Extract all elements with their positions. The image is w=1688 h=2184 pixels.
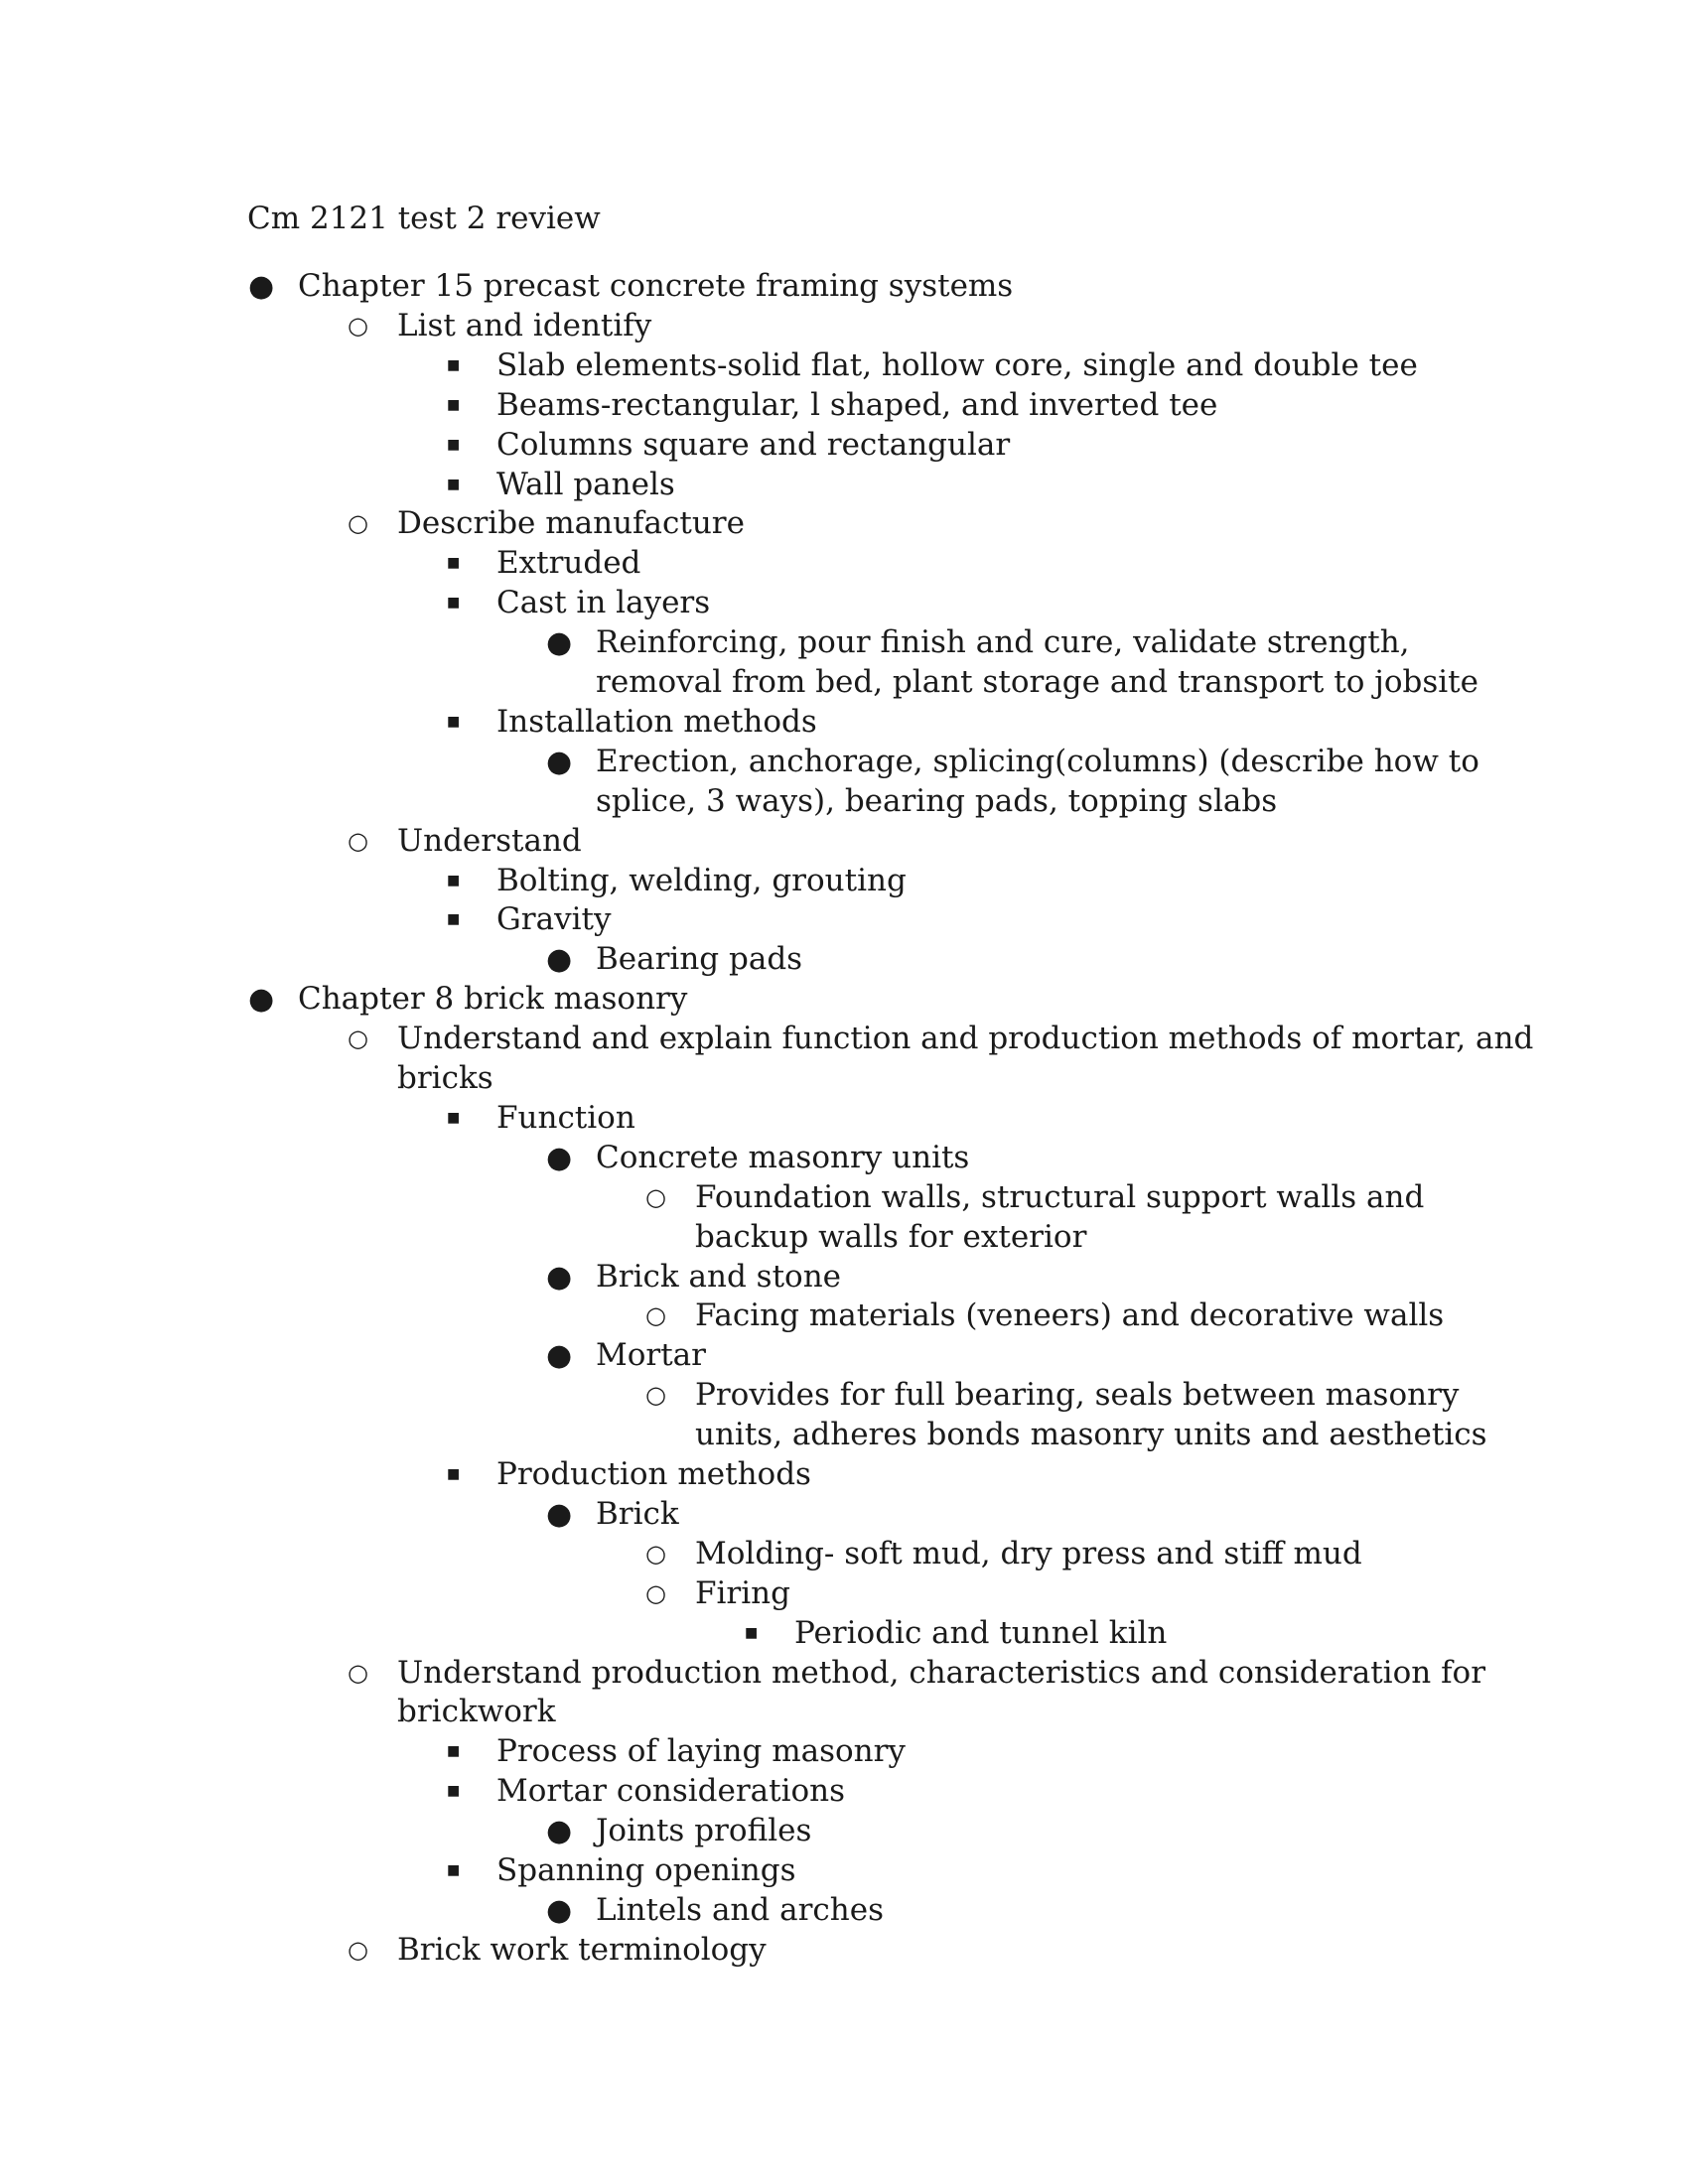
outline-item-level-5: units, adheres bonds masonry units and aesthetics <box>695 1417 1487 1453</box>
circle-bullet-icon: ○ <box>348 509 368 538</box>
circle-bullet-icon: ○ <box>348 1935 368 1964</box>
square-bullet-icon: ■ <box>447 396 461 413</box>
outline-item-level-3: Production methods <box>496 1456 811 1492</box>
square-bullet-icon: ■ <box>447 1743 461 1760</box>
outline-item-level-2: Understand <box>397 822 582 859</box>
outline-item-level-2: Describe manufacture <box>397 505 745 542</box>
document-title: Cm 2121 test 2 review <box>247 201 601 236</box>
bullet-icon: ● <box>546 1259 573 1295</box>
outline-item-level-3: Gravity <box>496 901 612 938</box>
bullet-icon: ● <box>546 1338 573 1374</box>
outline-item-level-3: Mortar considerations <box>496 1773 846 1810</box>
square-bullet-icon: ■ <box>447 1466 461 1482</box>
outline-item-level-3: Slab elements-solid flat, hollow core, single and double tee <box>496 346 1418 383</box>
outline-item-level-4: splice, 3 ways), bearing pads, topping slabs <box>596 782 1278 819</box>
circle-bullet-icon: ○ <box>348 311 368 340</box>
circle-bullet-icon: ○ <box>645 1182 666 1211</box>
outline-item-level-3: Extruded <box>496 545 641 582</box>
circle-bullet-icon: ○ <box>348 1658 368 1687</box>
square-bullet-icon: ■ <box>447 555 461 572</box>
bullet-icon: ● <box>546 1140 573 1175</box>
outline-item-level-3: Spanning openings <box>496 1852 796 1888</box>
circle-bullet-icon: ○ <box>348 826 368 855</box>
outline-item-level-2: Understand production method, characteristics and consideration for <box>397 1654 1486 1691</box>
outline-item-level-4: Joints profiles <box>596 1813 812 1849</box>
outline-item-level-4: Concrete masonry units <box>596 1139 970 1175</box>
outline-item-level-5: Facing materials (veneers) and decorative walls <box>695 1297 1445 1334</box>
outline-item-level-1: Chapter 8 brick masonry <box>298 981 688 1018</box>
square-bullet-icon: ■ <box>447 436 461 453</box>
bullet-icon: ● <box>546 1814 573 1849</box>
bullet-icon: ● <box>546 625 573 661</box>
outline-item-level-5: Firing <box>695 1574 790 1611</box>
outline-item-level-6: Periodic and tunnel kiln <box>794 1614 1168 1651</box>
square-bullet-icon: ■ <box>447 1109 461 1126</box>
bullet-icon: ● <box>546 1496 573 1532</box>
outline-item-level-1: Chapter 15 precast concrete framing systems <box>298 268 1014 304</box>
outline-item-level-3: Process of laying masonry <box>496 1733 906 1770</box>
outline-item-level-2: List and identify <box>397 307 652 343</box>
square-bullet-icon: ■ <box>447 356 461 373</box>
outline-item-level-3: Wall panels <box>496 466 675 502</box>
outline-item-level-2: bricks <box>397 1060 493 1096</box>
square-bullet-icon: ■ <box>447 595 461 612</box>
outline-item-level-4: Reinforcing, pour finish and cure, validate strength, <box>596 624 1410 661</box>
outline-item-level-4: Brick <box>596 1495 679 1532</box>
outline-item-level-4: Brick and stone <box>596 1258 842 1295</box>
outline-item-level-4: Erection, anchorage, splicing(columns) (describe how to <box>596 743 1479 779</box>
outline-item-level-4: Bearing pads <box>596 941 803 978</box>
square-bullet-icon: ■ <box>447 872 461 888</box>
outline-item-level-3: Function <box>496 1099 635 1136</box>
square-bullet-icon: ■ <box>447 476 461 492</box>
outline-item-level-5: Foundation walls, structural support walls and <box>695 1178 1425 1215</box>
outline-item-level-3: Columns square and rectangular <box>496 426 1011 463</box>
outline-item-level-4: Lintels and arches <box>596 1891 884 1928</box>
bullet-icon: ● <box>248 269 275 304</box>
outline-item-level-5: backup walls for exterior <box>695 1218 1087 1255</box>
outline-item-level-5: Molding- soft mud, dry press and stiff mud <box>695 1535 1362 1571</box>
outline-item-level-4: removal from bed, plant storage and transport to jobsite <box>596 664 1478 700</box>
outline-item-level-3: Beams-rectangular, l shaped, and inverted tee <box>496 386 1218 423</box>
bullet-icon: ● <box>248 982 275 1018</box>
square-bullet-icon: ■ <box>745 1624 759 1641</box>
square-bullet-icon: ■ <box>447 713 461 730</box>
circle-bullet-icon: ○ <box>645 1539 666 1568</box>
bullet-icon: ● <box>546 744 573 779</box>
outline-item-level-2: Brick work terminology <box>397 1931 767 1968</box>
bullet-icon: ● <box>546 942 573 978</box>
outline-item-level-4: Mortar <box>596 1337 706 1374</box>
circle-bullet-icon: ○ <box>645 1578 666 1607</box>
square-bullet-icon: ■ <box>447 911 461 928</box>
circle-bullet-icon: ○ <box>348 1024 368 1053</box>
outline-item-level-3: Cast in layers <box>496 585 711 621</box>
circle-bullet-icon: ○ <box>645 1301 666 1330</box>
outline-item-level-3: Installation methods <box>496 703 817 740</box>
outline-item-level-5: Provides for full bearing, seals between masonry <box>695 1377 1460 1414</box>
outline-item-level-2: brickwork <box>397 1694 556 1730</box>
square-bullet-icon: ■ <box>447 1783 461 1800</box>
outline-item-level-3: Bolting, welding, grouting <box>496 862 907 898</box>
outline-item-level-2: Understand and explain function and production methods of mortar, and <box>397 1021 1534 1057</box>
square-bullet-icon: ■ <box>447 1862 461 1878</box>
circle-bullet-icon: ○ <box>645 1381 666 1410</box>
bullet-icon: ● <box>546 1892 573 1928</box>
